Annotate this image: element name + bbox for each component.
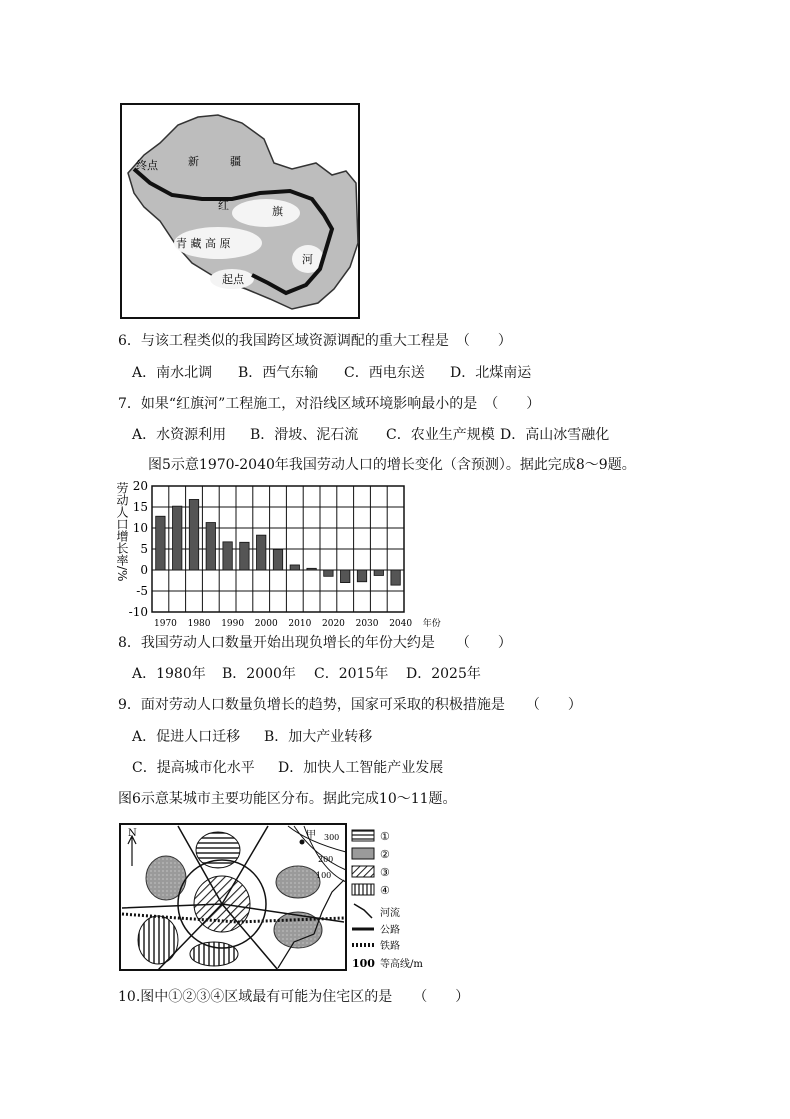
q9-option-b: B．加大产业转移 [264,729,373,745]
x-tick-label: 1980 [187,619,211,629]
bar [189,499,198,570]
q7-option-c: C．农业生产规模 [386,427,495,443]
q7-option-d: D．高山冰雪融化 [500,427,610,443]
zone-2-east [276,866,320,898]
y-axis-label: 劳动人口增长率/% [115,482,129,582]
legend-swatch-3 [352,866,374,877]
bar [324,570,333,576]
q6-option-b: B．西气东输 [238,365,319,381]
legend-label-railway: 铁路 [380,941,400,952]
y-tick-label: 5 [140,542,148,556]
q9-option-c: C．提高城市化水平 [132,760,255,776]
red-flag-river-map [120,103,360,319]
legend-label-contour: 等高线/m [380,959,423,970]
q9-option-d: D．加快人工智能产业发展 [278,760,444,776]
question-7: 7．如果“红旗河”工程施工，对沿线区域环境影响最小的是 （ ） [118,396,541,412]
bar [156,516,165,570]
city-map-legend [350,826,436,972]
question-10: 10.图中①②③④区域最有可能为住宅区的是 （ ） [118,989,470,1005]
hong-label: 红 [218,199,229,212]
legend-label-3: ③ [380,866,390,879]
bar [307,568,316,570]
legend-swatch-2 [352,848,374,859]
label-blob [232,199,300,227]
bar [273,549,282,570]
legend-contour-sample: 100 [352,957,375,970]
y-tick-label: -5 [136,584,148,598]
q7-option-b: B．滑坡、泥石流 [250,427,359,443]
x-tick-label: 1990 [221,619,245,629]
q6-option-d: D．北煤南运 [450,365,532,381]
bar [172,506,181,570]
legend-label-river: 河流 [380,908,400,919]
bar [357,570,366,582]
bar [391,570,400,585]
zone-1-north [196,832,240,868]
x-tick-label: 2000 [254,619,278,629]
y-tick-label: -10 [128,605,148,619]
zone-4-south [190,942,238,966]
q9-option-a: A．促进人口迁移 [132,729,241,745]
q6-option-c: C．西电东送 [344,365,425,381]
plateau-label: 青 藏 高 原 [176,237,231,250]
xinjiang-label-2: 疆 [230,155,241,168]
y-tick-label: 20 [132,479,148,493]
q6-option-a: A．南水北调 [132,365,213,381]
bar [340,570,349,583]
qi-label: 旗 [272,205,283,218]
bar [240,542,249,570]
zone-4-southwest [138,916,178,964]
q8-option-d: D．2025年 [406,666,481,682]
legend-label-road: 公路 [380,925,400,936]
y-tick-label: 10 [132,521,148,535]
q8-option-c: C．2015年 [314,666,389,682]
q8-option-b: B．2000年 [222,666,296,682]
legend-label-4: ④ [380,884,390,897]
y-tick-label: 0 [140,563,148,577]
legend-label-1: ① [380,830,390,843]
legend-label-2: ② [380,848,390,861]
bar [290,565,299,570]
question-6: 6．与该工程类似的我国跨区域资源调配的重大工程是 （ ） [118,333,512,349]
bar [206,523,215,570]
xinjiang-label: 新 [188,155,199,168]
bar [256,535,265,570]
x-tick-label: 年份 [422,619,441,629]
start-point-label: 起点 [222,273,244,286]
legend-swatch-1 [352,830,374,841]
x-tick-label: 2010 [288,619,312,629]
bar [374,570,383,575]
end-point-label: 终点 [136,159,158,172]
figure-6-caption: 图6示意某城市主要功能区分布。据此完成10～11题。 [118,791,457,807]
labor-growth-chart [115,476,441,629]
question-9: 9．面对劳动人口数量负增长的趋势，国家可采取的积极措施是 （ ） [118,697,582,713]
x-tick-label: 1970 [154,619,177,629]
north-label: N [128,828,137,839]
y-tick-label: 15 [132,500,148,514]
legend-swatch-4 [352,884,374,895]
contour-label-100: 100 [316,871,332,880]
x-tick-label: 2030 [355,619,379,629]
question-8: 8．我国劳动人口数量开始出现负增长的年份大约是 （ ） [118,635,512,651]
place-jia-label: 甲 [306,830,316,841]
place-jia-marker [300,840,305,845]
figure-5-caption: 图5示意1970-2040年我国劳动人口的增长变化（含预测）。据此完成8～9题。 [148,457,636,473]
q8-option-a: A．1980年 [132,666,206,682]
legend-river-icon [354,904,372,918]
x-tick-label: 2020 [322,619,345,629]
city-zone-map [118,822,348,972]
bar [223,542,232,570]
he-label: 河 [302,253,313,266]
contour-label-200: 200 [318,855,334,864]
q7-option-a: A．水资源利用 [132,427,227,443]
x-tick-label: 2040 [389,619,413,629]
contour-label-300: 300 [324,833,340,842]
